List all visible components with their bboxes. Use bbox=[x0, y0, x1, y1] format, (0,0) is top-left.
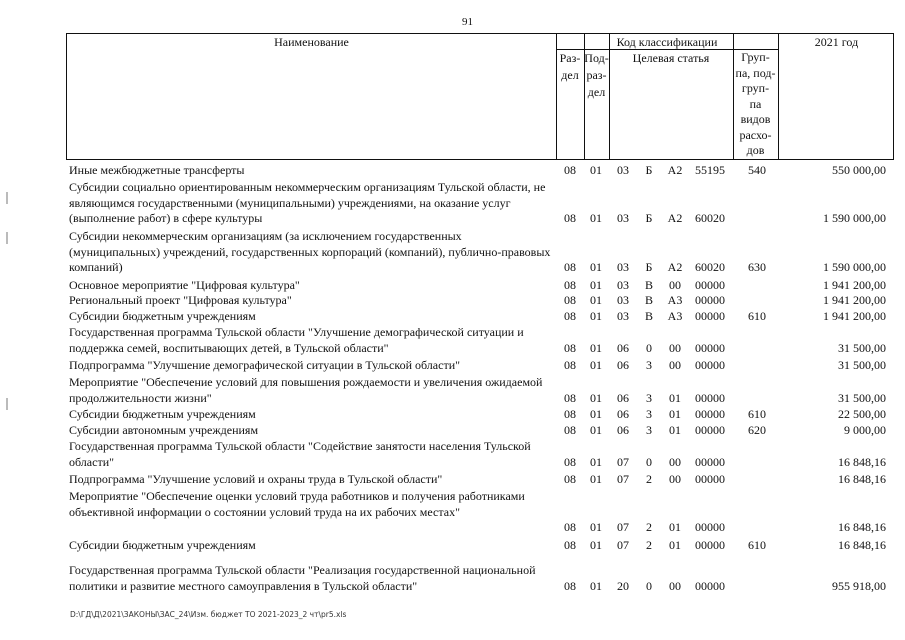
target-subprogram-cell: Б bbox=[645, 211, 653, 225]
table-row bbox=[0, 163, 905, 179]
target-subprogram-cell: Б bbox=[645, 260, 653, 274]
podrazdel-cell: 01 bbox=[590, 454, 602, 469]
scan-mark bbox=[6, 398, 8, 410]
expense-group-cell: 610 bbox=[748, 538, 766, 552]
target-direction-cell: 00000 bbox=[695, 538, 725, 552]
header-name: Наименование bbox=[274, 35, 349, 49]
podrazdel-cell: 01 bbox=[590, 407, 602, 421]
target-event-cell: 00 bbox=[669, 278, 681, 292]
row-name: Мероприятие "Обеспечение условий для повышения рождаемости и увеличения ожидаемой продолжительности жизни" bbox=[69, 375, 543, 405]
razdel-cell: 08 bbox=[564, 538, 576, 552]
target-subprogram-cell: 0 bbox=[646, 578, 652, 593]
target-direction-cell: 00000 bbox=[695, 390, 725, 405]
podrazdel-cell: 01 bbox=[590, 163, 602, 177]
target-subprogram-cell: 3 bbox=[646, 390, 652, 405]
target-direction-cell: 60020 bbox=[695, 260, 725, 274]
row-name: Субсидии бюджетным учреждениям bbox=[69, 309, 256, 323]
podrazdel-cell: 01 bbox=[590, 309, 602, 323]
target-subprogram-cell: 2 bbox=[646, 538, 652, 552]
row-name: Субсидии бюджетным учреждениям bbox=[69, 407, 256, 421]
target-program-cell: 07 bbox=[617, 520, 629, 534]
table-row bbox=[0, 472, 905, 488]
target-event-cell: А2 bbox=[667, 163, 683, 177]
target-direction-cell: 60020 bbox=[695, 211, 725, 225]
amount-cell: 1 941 200,00 bbox=[823, 278, 886, 292]
table-row bbox=[0, 538, 905, 554]
razdel-cell: 08 bbox=[564, 578, 576, 593]
razdel-cell: 08 bbox=[564, 163, 576, 177]
expense-group-cell: 630 bbox=[748, 260, 766, 274]
amount-cell: 31 500,00 bbox=[838, 390, 886, 405]
table-row bbox=[0, 439, 905, 470]
header-group: Груп- па, под- груп- па видов расхо- дов bbox=[735, 50, 776, 157]
target-event-cell: 01 bbox=[669, 520, 681, 534]
target-subprogram-cell: 3 bbox=[646, 423, 652, 437]
target-subprogram-cell: 3 bbox=[646, 407, 652, 421]
table-row bbox=[0, 407, 905, 423]
header-target: Целевая статья bbox=[632, 51, 710, 65]
amount-cell: 9 000,00 bbox=[844, 423, 886, 437]
target-program-cell: 06 bbox=[617, 390, 629, 405]
target-program-cell: 07 bbox=[617, 472, 629, 486]
row-name: Государственная программа Тульской области "Содействие занятости населения Тульской области" bbox=[69, 439, 531, 469]
target-program-cell: 03 bbox=[617, 293, 629, 307]
target-direction-cell: 00000 bbox=[695, 423, 725, 437]
razdel-cell: 08 bbox=[564, 260, 576, 274]
amount-cell: 1 590 000,00 bbox=[823, 211, 886, 225]
target-subprogram-cell: В bbox=[644, 293, 653, 307]
row-name: Государственная программа Тульской области "Реализация государственной национальной политики и развитие местного самоуправления в Тульской области" bbox=[69, 563, 536, 593]
razdel-cell: 08 bbox=[564, 423, 576, 437]
table-row bbox=[0, 325, 905, 356]
amount-cell: 22 500,00 bbox=[838, 407, 886, 421]
target-event-cell: 01 bbox=[669, 538, 681, 552]
target-event-cell: А2 bbox=[667, 211, 683, 225]
row-name: Субсидии некоммерческим организациям (за исключением государственных (муниципальных) учреждений, государственных корпораций (компаний), публично-правовых компаний) bbox=[69, 229, 551, 274]
target-program-cell: 03 bbox=[617, 309, 629, 323]
target-program-cell: 06 bbox=[617, 423, 629, 437]
target-program-cell: 03 bbox=[617, 163, 629, 177]
table-row bbox=[0, 423, 905, 439]
amount-cell: 16 848,16 bbox=[838, 520, 886, 534]
row-name: Подпрограмма "Улучшение демографической ситуации в Тульской области" bbox=[69, 358, 461, 372]
expense-group-cell: 540 bbox=[748, 163, 766, 177]
row-name: Государственная программа Тульской области "Улучшение демографической ситуации и поддержка семей, воспитывающих детей, в Тульской области" bbox=[69, 325, 524, 355]
podrazdel-cell: 01 bbox=[590, 520, 602, 534]
header-divider bbox=[778, 34, 779, 159]
target-program-cell: 07 bbox=[617, 454, 629, 469]
target-program-cell: 03 bbox=[617, 278, 629, 292]
row-name: Мероприятие "Обеспечение оценки условий труда работников и получения работниками объективной информации о состоянии условий труда на их рабочих местах" bbox=[69, 489, 525, 519]
table-header bbox=[66, 33, 894, 160]
header-podrazdel: Под- раз- дел bbox=[584, 51, 609, 99]
row-name: Иные межбюджетные трансферты bbox=[69, 163, 245, 177]
table-row bbox=[0, 293, 905, 309]
amount-cell: 1 941 200,00 bbox=[823, 309, 886, 323]
target-subprogram-cell: В bbox=[644, 278, 653, 292]
podrazdel-cell: 01 bbox=[590, 211, 602, 225]
scan-mark bbox=[6, 192, 8, 204]
amount-cell: 16 848,16 bbox=[838, 472, 886, 486]
target-direction-cell: 00000 bbox=[695, 309, 725, 323]
razdel-cell: 08 bbox=[564, 390, 576, 405]
podrazdel-cell: 01 bbox=[590, 423, 602, 437]
file-path: D:\ГД\Д\2021\ЗАКОНЫ\ЗАС_24\Изм. бюджет ТО 2021-2023_2 чт\pr5.xls bbox=[70, 610, 347, 619]
target-direction-cell: 55195 bbox=[695, 163, 725, 177]
row-name: Основное мероприятие "Цифровая культура" bbox=[69, 278, 300, 292]
target-event-cell: А2 bbox=[667, 260, 683, 274]
razdel-cell: 08 bbox=[564, 407, 576, 421]
page-number: 91 bbox=[462, 16, 473, 28]
podrazdel-cell: 01 bbox=[590, 260, 602, 274]
target-direction-cell: 00000 bbox=[695, 520, 725, 534]
row-name: Субсидии социально ориентированным некоммерческим организациям Тульской области, не являющимся государственными (муниципальными) учреждениями, на оказание услуг (выполнение работ) в сфере культуры bbox=[69, 180, 546, 225]
target-event-cell: 01 bbox=[669, 407, 681, 421]
target-event-cell: 00 bbox=[669, 472, 681, 486]
podrazdel-cell: 01 bbox=[590, 293, 602, 307]
target-direction-cell: 00000 bbox=[695, 293, 725, 307]
target-program-cell: 06 bbox=[617, 340, 629, 355]
target-event-cell: 00 bbox=[669, 578, 681, 593]
table-row bbox=[0, 278, 905, 294]
row-name: Подпрограмма "Улучшение условий и охраны труда в Тульской области" bbox=[69, 472, 443, 486]
target-program-cell: 06 bbox=[617, 358, 629, 372]
target-subprogram-cell: 2 bbox=[646, 520, 652, 534]
razdel-cell: 08 bbox=[564, 472, 576, 486]
target-direction-cell: 00000 bbox=[695, 340, 725, 355]
target-program-cell: 20 bbox=[617, 578, 629, 593]
razdel-cell: 08 bbox=[564, 211, 576, 225]
target-direction-cell: 00000 bbox=[695, 358, 725, 372]
razdel-cell: 08 bbox=[564, 454, 576, 469]
podrazdel-cell: 01 bbox=[590, 538, 602, 552]
scan-mark bbox=[6, 232, 8, 244]
target-program-cell: 03 bbox=[617, 211, 629, 225]
amount-cell: 31 500,00 bbox=[838, 340, 886, 355]
row-name: Субсидии автономным учреждениям bbox=[69, 423, 259, 437]
expense-group-cell: 610 bbox=[748, 309, 766, 323]
target-subprogram-cell: Б bbox=[645, 163, 653, 177]
row-name: Региональный проект "Цифровая культура" bbox=[69, 293, 292, 307]
amount-cell: 16 848,16 bbox=[838, 538, 886, 552]
target-subprogram-cell: В bbox=[644, 309, 653, 323]
target-event-cell: 01 bbox=[669, 423, 681, 437]
table-row bbox=[0, 375, 905, 406]
expense-group-cell: 620 bbox=[748, 423, 766, 437]
target-program-cell: 07 bbox=[617, 538, 629, 552]
target-direction-cell: 00000 bbox=[695, 472, 725, 486]
razdel-cell: 08 bbox=[564, 358, 576, 372]
amount-cell: 31 500,00 bbox=[838, 358, 886, 372]
amount-cell: 1 590 000,00 bbox=[823, 260, 886, 274]
razdel-cell: 08 bbox=[564, 309, 576, 323]
target-subprogram-cell: 3 bbox=[646, 358, 652, 372]
razdel-cell: 08 bbox=[564, 293, 576, 307]
target-event-cell: А3 bbox=[667, 309, 683, 323]
table-row bbox=[0, 180, 905, 227]
target-direction-cell: 00000 bbox=[695, 407, 725, 421]
target-subprogram-cell: 2 bbox=[646, 472, 652, 486]
header-year: 2021 год bbox=[814, 35, 859, 49]
amount-cell: 16 848,16 bbox=[838, 454, 886, 469]
target-event-cell: 00 bbox=[669, 454, 681, 469]
expense-group-cell: 610 bbox=[748, 407, 766, 421]
razdel-cell: 08 bbox=[564, 278, 576, 292]
target-event-cell: 00 bbox=[669, 358, 681, 372]
podrazdel-cell: 01 bbox=[590, 278, 602, 292]
podrazdel-cell: 01 bbox=[590, 340, 602, 355]
table-row bbox=[0, 229, 905, 276]
row-name: Субсидии бюджетным учреждениям bbox=[69, 538, 256, 552]
target-event-cell: 00 bbox=[669, 340, 681, 355]
target-event-cell: 01 bbox=[669, 390, 681, 405]
amount-cell: 550 000,00 bbox=[832, 163, 886, 177]
amount-cell: 955 918,00 bbox=[832, 578, 886, 593]
razdel-cell: 08 bbox=[564, 520, 576, 534]
podrazdel-cell: 01 bbox=[590, 390, 602, 405]
target-direction-cell: 00000 bbox=[695, 454, 725, 469]
table-row bbox=[0, 563, 905, 594]
target-program-cell: 06 bbox=[617, 407, 629, 421]
table-row bbox=[0, 358, 905, 374]
header-razdel: Раз- дел bbox=[559, 51, 581, 82]
target-program-cell: 03 bbox=[617, 260, 629, 274]
podrazdel-cell: 01 bbox=[590, 578, 602, 593]
razdel-cell: 08 bbox=[564, 340, 576, 355]
podrazdel-cell: 01 bbox=[590, 358, 602, 372]
header-code: Код классификации bbox=[616, 35, 718, 49]
target-subprogram-cell: 0 bbox=[646, 340, 652, 355]
amount-cell: 1 941 200,00 bbox=[823, 293, 886, 307]
podrazdel-cell: 01 bbox=[590, 472, 602, 486]
table-row bbox=[0, 489, 905, 536]
target-subprogram-cell: 0 bbox=[646, 454, 652, 469]
table-row bbox=[0, 309, 905, 325]
target-direction-cell: 00000 bbox=[695, 278, 725, 292]
target-event-cell: А3 bbox=[667, 293, 683, 307]
target-direction-cell: 00000 bbox=[695, 578, 725, 593]
